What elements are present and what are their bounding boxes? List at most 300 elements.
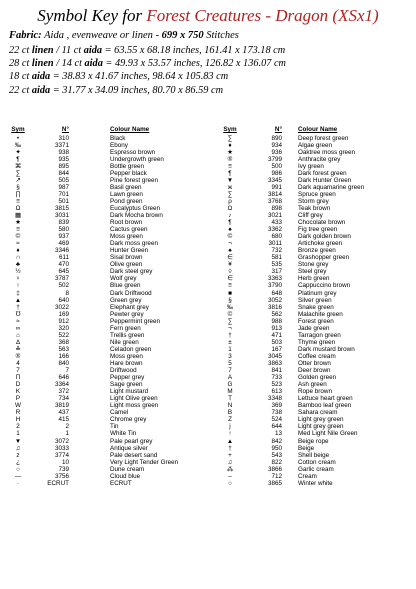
thread-number-cell: 10 xyxy=(61,458,69,466)
colour-name-cell: Lawn green xyxy=(110,190,143,198)
symbol-cell: ♫ xyxy=(227,458,233,466)
symbol-cell: Ω xyxy=(227,204,233,212)
page-title xyxy=(0,6,416,26)
symbol-cell: ♠ xyxy=(228,226,232,234)
thread-number-cell: 680 xyxy=(271,233,282,241)
symbol-cell: ≡ xyxy=(16,226,20,234)
thread-number-cell: 987 xyxy=(58,183,69,191)
colour-name-cell: Camel xyxy=(110,409,129,417)
colour-name-cell: Bamboo leaf green xyxy=(298,402,352,410)
thread-number-cell: 1 xyxy=(65,430,69,438)
thread-number-cell: 3865 xyxy=(267,479,282,487)
fabric-count-line xyxy=(9,84,286,97)
thread-number-cell: 937 xyxy=(58,233,69,241)
header-sym: Sym xyxy=(11,126,25,133)
colour-name-cell: Olive green xyxy=(110,261,143,269)
thread-number-cell: 500 xyxy=(271,162,282,170)
symbol-cell: © xyxy=(227,310,233,318)
thread-number-cell: 3022 xyxy=(54,303,69,311)
thread-number-cell: ECRUT xyxy=(47,479,69,487)
thread-number-cell: 3363 xyxy=(267,275,282,283)
thread-number-cell: 437 xyxy=(58,409,69,417)
symbol-cell: – xyxy=(228,472,232,480)
colour-name-cell: Platinum grey xyxy=(298,289,337,297)
symbol-cell: ∑ xyxy=(227,317,233,325)
symbol-cell: † xyxy=(228,331,232,339)
thread-number-cell: 841 xyxy=(271,367,282,375)
thread-number-cell: 369 xyxy=(271,402,282,410)
title-pattern-name: Forest Creatures - Dragon (XSx1) xyxy=(146,6,379,25)
thread-number-cell: 890 xyxy=(271,134,282,142)
colour-name-cell: Dark Driftwood xyxy=(110,289,152,297)
thread-number-cell: 580 xyxy=(58,226,69,234)
thread-number-cell: 433 xyxy=(271,219,282,227)
symbol-cell: ⌘ xyxy=(14,162,22,170)
count-part-c: / 14 ct xyxy=(53,58,85,70)
thread-number-cell: 986 xyxy=(271,169,282,177)
symbol-cell: ≈ xyxy=(16,317,20,325)
thread-number-cell: 611 xyxy=(58,254,69,262)
thread-number-cell: 895 xyxy=(58,162,69,170)
thread-number-cell: 166 xyxy=(58,352,69,360)
fabric-label: Fabric: xyxy=(9,30,42,41)
count-part-b: linen xyxy=(31,58,54,70)
symbol-cell: ♣ xyxy=(15,261,21,269)
symbol-cell: ♀ xyxy=(15,275,21,283)
colour-name-cell: Driftwood xyxy=(110,367,137,375)
symbol-cell: † xyxy=(228,444,232,452)
thread-number-cell: 733 xyxy=(271,374,282,382)
colour-name-cell: White Tin xyxy=(110,430,137,438)
symbol-cell: ∞ xyxy=(15,324,21,332)
colour-name-cell: Pale desert sand xyxy=(110,451,158,459)
header-name: Colour Name xyxy=(298,126,338,133)
thread-number-cell: 644 xyxy=(271,423,282,431)
symbol-cell: K xyxy=(15,388,21,396)
thread-number-cell: 912 xyxy=(58,317,69,325)
colour-name-cell: Beige rope xyxy=(298,437,329,445)
symbol-cell: ≈ xyxy=(16,240,20,248)
stitch-size: 699 x 750 xyxy=(161,30,204,41)
thread-number-cell: 712 xyxy=(271,472,282,480)
thread-number-cell: 2 xyxy=(65,423,69,431)
symbol-cell: ♫ xyxy=(15,444,21,452)
colour-name-cell: Pewter grey xyxy=(110,310,144,318)
symbol-cell: ■ xyxy=(228,289,232,297)
thread-number-cell: 640 xyxy=(58,296,69,304)
thread-number-cell: 372 xyxy=(58,388,69,396)
thread-number-cell: 844 xyxy=(58,169,69,177)
thread-number-cell: 648 xyxy=(271,289,282,297)
colour-name-cell: Artichoke green xyxy=(298,240,343,248)
fabric-description: Aida , evenweave or linen - xyxy=(44,30,159,41)
symbol-cell: ½ xyxy=(15,268,21,276)
thread-number-cell: 3031 xyxy=(54,212,69,220)
thread-number-cell: 3863 xyxy=(267,360,282,367)
symbol-cell: ρ xyxy=(228,197,232,205)
thread-number-cell: 3021 xyxy=(267,212,282,220)
colour-name-cell: Dark steel grey xyxy=(110,268,153,276)
symbol-cell: © xyxy=(227,233,233,241)
symbol-cell: ∑ xyxy=(15,169,21,177)
symbol-cell: M xyxy=(227,388,233,396)
thread-number-cell: 645 xyxy=(58,268,69,276)
colour-name-cell: Dark Hunter Green xyxy=(298,176,352,184)
colour-name-cell: Beige xyxy=(298,444,315,452)
thread-number-cell: 3011 xyxy=(268,240,282,248)
count-part-c: / 11 ct xyxy=(53,45,84,56)
colour-name-cell: Dark golden brown xyxy=(298,233,351,241)
thread-number-cell: 543 xyxy=(271,451,282,459)
thread-number-cell: 3819 xyxy=(54,402,69,410)
symbol-cell: ¬ xyxy=(228,324,232,332)
symbol-cell: ∆ xyxy=(16,338,20,346)
colour-name-cell: Hare brown xyxy=(110,360,143,367)
colour-name-cell: Cactus green xyxy=(110,226,148,234)
colour-name-cell: Pine forest green xyxy=(110,176,158,184)
symbol-cell: 7 xyxy=(228,367,232,375)
colour-name-cell: Green grey xyxy=(110,296,142,304)
count-part-a: 22 ct xyxy=(9,84,32,96)
thread-number-cell: 3787 xyxy=(54,275,69,283)
thread-number-cell: 535 xyxy=(271,261,282,269)
colour-name-cell: Cotton cream xyxy=(298,458,336,466)
symbol-cell: ∈ xyxy=(227,275,233,283)
colour-name-cell: Dark forest green xyxy=(298,169,347,177)
fabric-count-list xyxy=(9,44,286,97)
colour-name-cell: Eucalyptus Green xyxy=(110,204,161,212)
thread-number-cell: 522 xyxy=(58,331,69,339)
thread-number-cell: 167 xyxy=(271,345,282,353)
symbol-cell: ‰ xyxy=(14,141,22,149)
symbol-cell: j xyxy=(229,423,231,431)
colour-name-cell: Dark mustard brown xyxy=(298,345,355,353)
symbol-cell: z xyxy=(16,451,20,459)
count-part-e: = 49.93 x 53.57 inches, 126.82 x 136.07 cm xyxy=(102,58,286,70)
colour-name-cell: Algae green xyxy=(298,141,332,149)
symbol-cell: © xyxy=(15,233,21,241)
thread-number-cell: 3815 xyxy=(54,204,69,212)
thread-number-cell: 934 xyxy=(271,141,282,149)
symbol-cell: H xyxy=(15,416,21,424)
symbol-cell: ℧ xyxy=(15,310,21,318)
colour-name-cell: ECRUT xyxy=(110,479,132,487)
symbol-cell: ↑ xyxy=(16,282,20,290)
symbol-cell: ♠ xyxy=(228,247,232,255)
thread-number-cell: 3362 xyxy=(267,226,282,234)
colour-name-cell: Rope brown xyxy=(298,388,332,396)
thread-number-cell: 581 xyxy=(271,254,282,262)
count-part-a: 28 ct xyxy=(9,58,32,70)
thread-number-cell: 523 xyxy=(271,381,282,389)
symbol-cell: § xyxy=(16,183,20,191)
thread-number-cell: 950 xyxy=(271,444,282,452)
header-name: Colour Name xyxy=(110,126,150,133)
thread-number-cell: 320 xyxy=(58,324,69,332)
thread-number-cell: 169 xyxy=(58,310,69,318)
colour-name-cell: Cloud blue xyxy=(110,472,141,480)
symbol-cell: Ω xyxy=(15,204,21,212)
count-part-a: 22 ct xyxy=(9,45,32,56)
symbol-cell: ∏ xyxy=(15,190,21,198)
thread-number-cell: 470 xyxy=(58,261,69,269)
thread-number-cell: 840 xyxy=(58,360,69,367)
colour-name-cell: Ash green xyxy=(298,381,327,389)
count-part-e: = 31.77 x 34.09 inches, 80.70 x 86.59 cm xyxy=(50,84,224,96)
thread-number-cell: 842 xyxy=(271,437,282,445)
colour-name-cell: Storm grey xyxy=(298,197,329,205)
count-part-a: 18 ct xyxy=(9,71,32,83)
colour-name-cell: Pale pearl grey xyxy=(110,437,153,445)
colour-name-cell: Pepper grey xyxy=(110,374,145,382)
symbol-cell: ¶ xyxy=(16,155,20,163)
symbol-cell: ★ xyxy=(15,219,21,227)
colour-name-cell: Malachite green xyxy=(298,310,343,318)
count-part-b: linen xyxy=(31,45,54,56)
colour-name-cell: Nile green xyxy=(110,338,139,346)
colour-name-cell: Bronze green xyxy=(298,247,336,255)
symbol-cell: ▼ xyxy=(14,437,22,445)
thread-number-cell: 988 xyxy=(271,317,282,325)
thread-number-cell: 3814 xyxy=(267,190,282,198)
colour-name-cell: Moss green xyxy=(110,233,143,241)
colour-name-cell: Peppermint green xyxy=(110,317,161,325)
colour-name-cell: Pepper black xyxy=(110,169,147,177)
symbol-cell: 4 xyxy=(16,360,20,367)
symbol-cell: G xyxy=(227,381,233,389)
thread-number-cell: 613 xyxy=(271,388,282,396)
colour-name-cell: Snake green xyxy=(298,303,334,311)
symbol-cell: ∑ xyxy=(227,134,233,142)
symbol-cell: W xyxy=(15,402,21,410)
count-part-d: aida xyxy=(31,71,51,83)
thread-number-cell: 505 xyxy=(58,176,69,184)
symbol-cell: ¥ xyxy=(228,261,232,269)
symbol-cell: ♪ xyxy=(228,212,232,220)
colour-name-cell: Shell beige xyxy=(298,451,330,459)
colour-name-cell: Trellis green xyxy=(110,331,145,339)
symbol-cell: ¬ xyxy=(228,240,232,248)
colour-name-cell: Sage green xyxy=(110,381,143,389)
symbol-cell: § xyxy=(228,296,232,304)
symbol-cell: 2 xyxy=(16,423,20,431)
count-part-d: aida xyxy=(83,45,103,56)
thread-number-cell: 734 xyxy=(58,395,69,403)
thread-number-cell: 3346 xyxy=(54,247,69,255)
symbol-cell: · xyxy=(16,479,20,487)
symbol-cell: ∩ xyxy=(15,254,21,262)
thread-number-cell: 317 xyxy=(271,268,282,276)
thread-number-cell: 503 xyxy=(271,338,282,346)
colour-name-cell: Cream xyxy=(298,472,317,480)
colour-name-cell: Otter brown xyxy=(298,360,331,367)
colour-name-cell: Basil green xyxy=(110,183,142,191)
thread-number-cell: 3774 xyxy=(54,451,69,459)
thread-number-cell: 7 xyxy=(65,367,69,375)
thread-number-cell: 310 xyxy=(58,134,69,142)
colour-name-cell: Med Light Nile Green xyxy=(298,430,358,438)
symbol-cell: ✦ xyxy=(15,148,21,156)
symbol-cell: B xyxy=(227,409,233,417)
colour-name-cell: Ebony xyxy=(110,141,128,149)
symbol-cell: ⁂ xyxy=(226,465,234,473)
colour-name-cell: Thyme green xyxy=(298,338,336,346)
symbol-cell: ↗ xyxy=(15,176,21,184)
symbol-cell: P xyxy=(15,395,21,403)
symbol-cell: ◊ xyxy=(228,268,232,276)
symbol-cell: ≡ xyxy=(228,162,232,170)
thread-number-cell: 3033 xyxy=(54,444,69,452)
thread-number-cell: 471 xyxy=(271,331,282,339)
colour-name-cell: Light grey green xyxy=(298,416,344,424)
symbol-cell: 1 xyxy=(16,430,20,438)
thread-number-cell: 732 xyxy=(271,247,282,255)
fabric-count-line xyxy=(9,44,286,57)
symbol-cell: ‡ xyxy=(16,289,20,297)
symbol-cell: 5 xyxy=(228,360,232,367)
thread-number-cell: 991 xyxy=(271,183,282,191)
thread-number-cell: 839 xyxy=(58,219,69,227)
thread-number-cell: 562 xyxy=(271,310,282,318)
colour-name-cell: Deep forest green xyxy=(298,134,349,142)
fabric-line xyxy=(9,30,239,41)
colour-name-cell: Silver green xyxy=(298,296,332,304)
symbol-cell: ↑ xyxy=(228,430,232,438)
symbol-cell: A xyxy=(227,374,233,382)
symbol-cell: Π xyxy=(15,374,21,382)
colour-name-cell: Hunter Green xyxy=(110,247,149,255)
colour-name-cell: Cappuccino brown xyxy=(298,282,351,290)
colour-name-cell: Coffee cream xyxy=(298,352,336,360)
colour-name-cell: Dark Mocha brown xyxy=(110,212,163,220)
thread-number-cell: 3816 xyxy=(267,303,282,311)
colour-name-cell: Light mustard xyxy=(110,388,149,396)
colour-name-cell: Oaktree moss green xyxy=(298,148,356,156)
header-sym: Sym xyxy=(223,126,237,133)
header-num: N° xyxy=(61,126,69,133)
symbol-cell: ≡ xyxy=(228,282,232,290)
symbol-cell: 7 xyxy=(16,367,20,375)
colour-name-cell: Elephant grey xyxy=(110,303,149,311)
thread-number-cell: 3866 xyxy=(267,465,282,473)
symbol-cell: ○ xyxy=(228,479,232,487)
thread-number-cell: 415 xyxy=(58,416,69,424)
symbol-cell: ♦ xyxy=(16,247,20,255)
colour-name-cell: Light Olive green xyxy=(110,395,158,403)
colour-name-cell: Blue green xyxy=(110,282,141,290)
symbol-cell: ® xyxy=(227,155,233,163)
symbol-cell: 3 xyxy=(228,352,232,360)
symbol-cell: R xyxy=(15,409,21,417)
symbol-cell: ▼ xyxy=(226,176,234,184)
thread-number-cell: 3364 xyxy=(54,381,69,389)
colour-name-cell: Very Light Tender Green xyxy=(110,458,179,466)
thread-number-cell: 3045 xyxy=(267,352,282,360)
count-part-e: = 38.83 x 41.67 inches, 98.64 x 105.83 cm xyxy=(50,71,229,83)
thread-number-cell: 898 xyxy=(271,204,282,212)
colour-name-cell: Golden green xyxy=(298,374,337,382)
thread-number-cell: 3345 xyxy=(267,176,282,184)
symbol-cell: ± xyxy=(228,338,232,346)
fabric-count-line xyxy=(9,57,286,70)
colour-name-cell: Antique silver xyxy=(110,444,148,452)
colour-name-cell: Tin xyxy=(110,423,119,431)
thread-number-cell: 938 xyxy=(58,148,69,156)
colour-name-cell: Celadon green xyxy=(110,345,152,353)
thread-number-cell: 3768 xyxy=(267,197,282,205)
thread-number-cell: 3348 xyxy=(267,395,282,403)
symbol-cell: 1 xyxy=(228,345,232,353)
fabric-count-line xyxy=(9,70,286,83)
colour-name-cell: Lettuce heart green xyxy=(298,395,353,403)
symbol-cell: ♦ xyxy=(228,141,232,149)
thread-number-cell: 563 xyxy=(58,345,69,353)
thread-number-cell: 935 xyxy=(58,155,69,163)
colour-name-cell: Dark moss green xyxy=(110,240,158,248)
symbol-cell: ¶ xyxy=(228,169,232,177)
thread-number-cell: 524 xyxy=(271,416,282,424)
thread-number-cell: 701 xyxy=(58,190,69,198)
symbol-cell: — xyxy=(14,472,22,480)
thread-number-cell: 3790 xyxy=(267,282,282,290)
colour-name-cell: Fern green xyxy=(110,324,141,332)
colour-name-cell: Sisal brown xyxy=(110,254,143,262)
thread-number-cell: 739 xyxy=(58,465,69,473)
colour-name-cell: Forest green xyxy=(298,317,334,325)
colour-name-cell: Anthracite grey xyxy=(298,155,341,163)
thread-number-cell: 936 xyxy=(271,148,282,156)
colour-name-cell: Undergrowth green xyxy=(110,155,164,163)
symbol-cell: ○ xyxy=(16,465,20,473)
colour-name-cell: Bottle green xyxy=(110,162,144,170)
thread-number-cell: 368 xyxy=(58,338,69,346)
colour-name-cell: Fig tree green xyxy=(298,226,338,234)
colour-name-cell: Ivy green xyxy=(298,162,324,170)
colour-name-cell: Winter white xyxy=(298,479,333,487)
header-num: N° xyxy=(274,126,282,133)
colour-name-cell: Dark aquamarine green xyxy=(298,183,365,191)
symbol-cell: ® xyxy=(15,352,21,360)
colour-name-cell: Wolf grey xyxy=(110,275,137,283)
colour-name-cell: Spruce green xyxy=(298,190,336,198)
symbol-cell: ¿ xyxy=(16,458,20,466)
symbol-cell: ▲ xyxy=(226,437,234,445)
symbol-cell: T xyxy=(228,395,232,403)
colour-name-cell: Garlic cream xyxy=(298,465,334,473)
colour-name-cell: Espresso brown xyxy=(110,148,156,156)
thread-number-cell: 3072 xyxy=(54,437,69,445)
count-part-e: = 63.55 x 68.18 inches, 161.41 x 173.18 cm xyxy=(102,45,286,56)
thread-number-cell: 502 xyxy=(58,282,69,290)
colour-name-cell: Teak brown xyxy=(298,204,331,212)
colour-name-cell: Pond green xyxy=(110,197,143,205)
colour-name-cell: Grashopper green xyxy=(298,254,350,262)
count-part-d: aida xyxy=(31,84,51,96)
thread-number-cell: 738 xyxy=(271,409,282,417)
thread-number-cell: 3371 xyxy=(54,141,69,149)
symbol-cell: ▦ xyxy=(15,212,21,220)
symbol-cell: ⌂ xyxy=(16,331,20,339)
title-prefix: Symbol Key for xyxy=(37,6,143,25)
symbol-cell: ¶ xyxy=(228,219,232,227)
symbol-cell: ∈ xyxy=(227,254,233,262)
symbol-cell: ж xyxy=(227,183,233,191)
thread-number-cell: 501 xyxy=(58,197,69,205)
stitches-label: Stitches xyxy=(206,30,239,41)
colour-name-cell: Tarragon green xyxy=(298,331,341,339)
colour-name-cell: Sahara cream xyxy=(298,409,338,417)
colour-name-cell: Moss green xyxy=(110,352,143,360)
